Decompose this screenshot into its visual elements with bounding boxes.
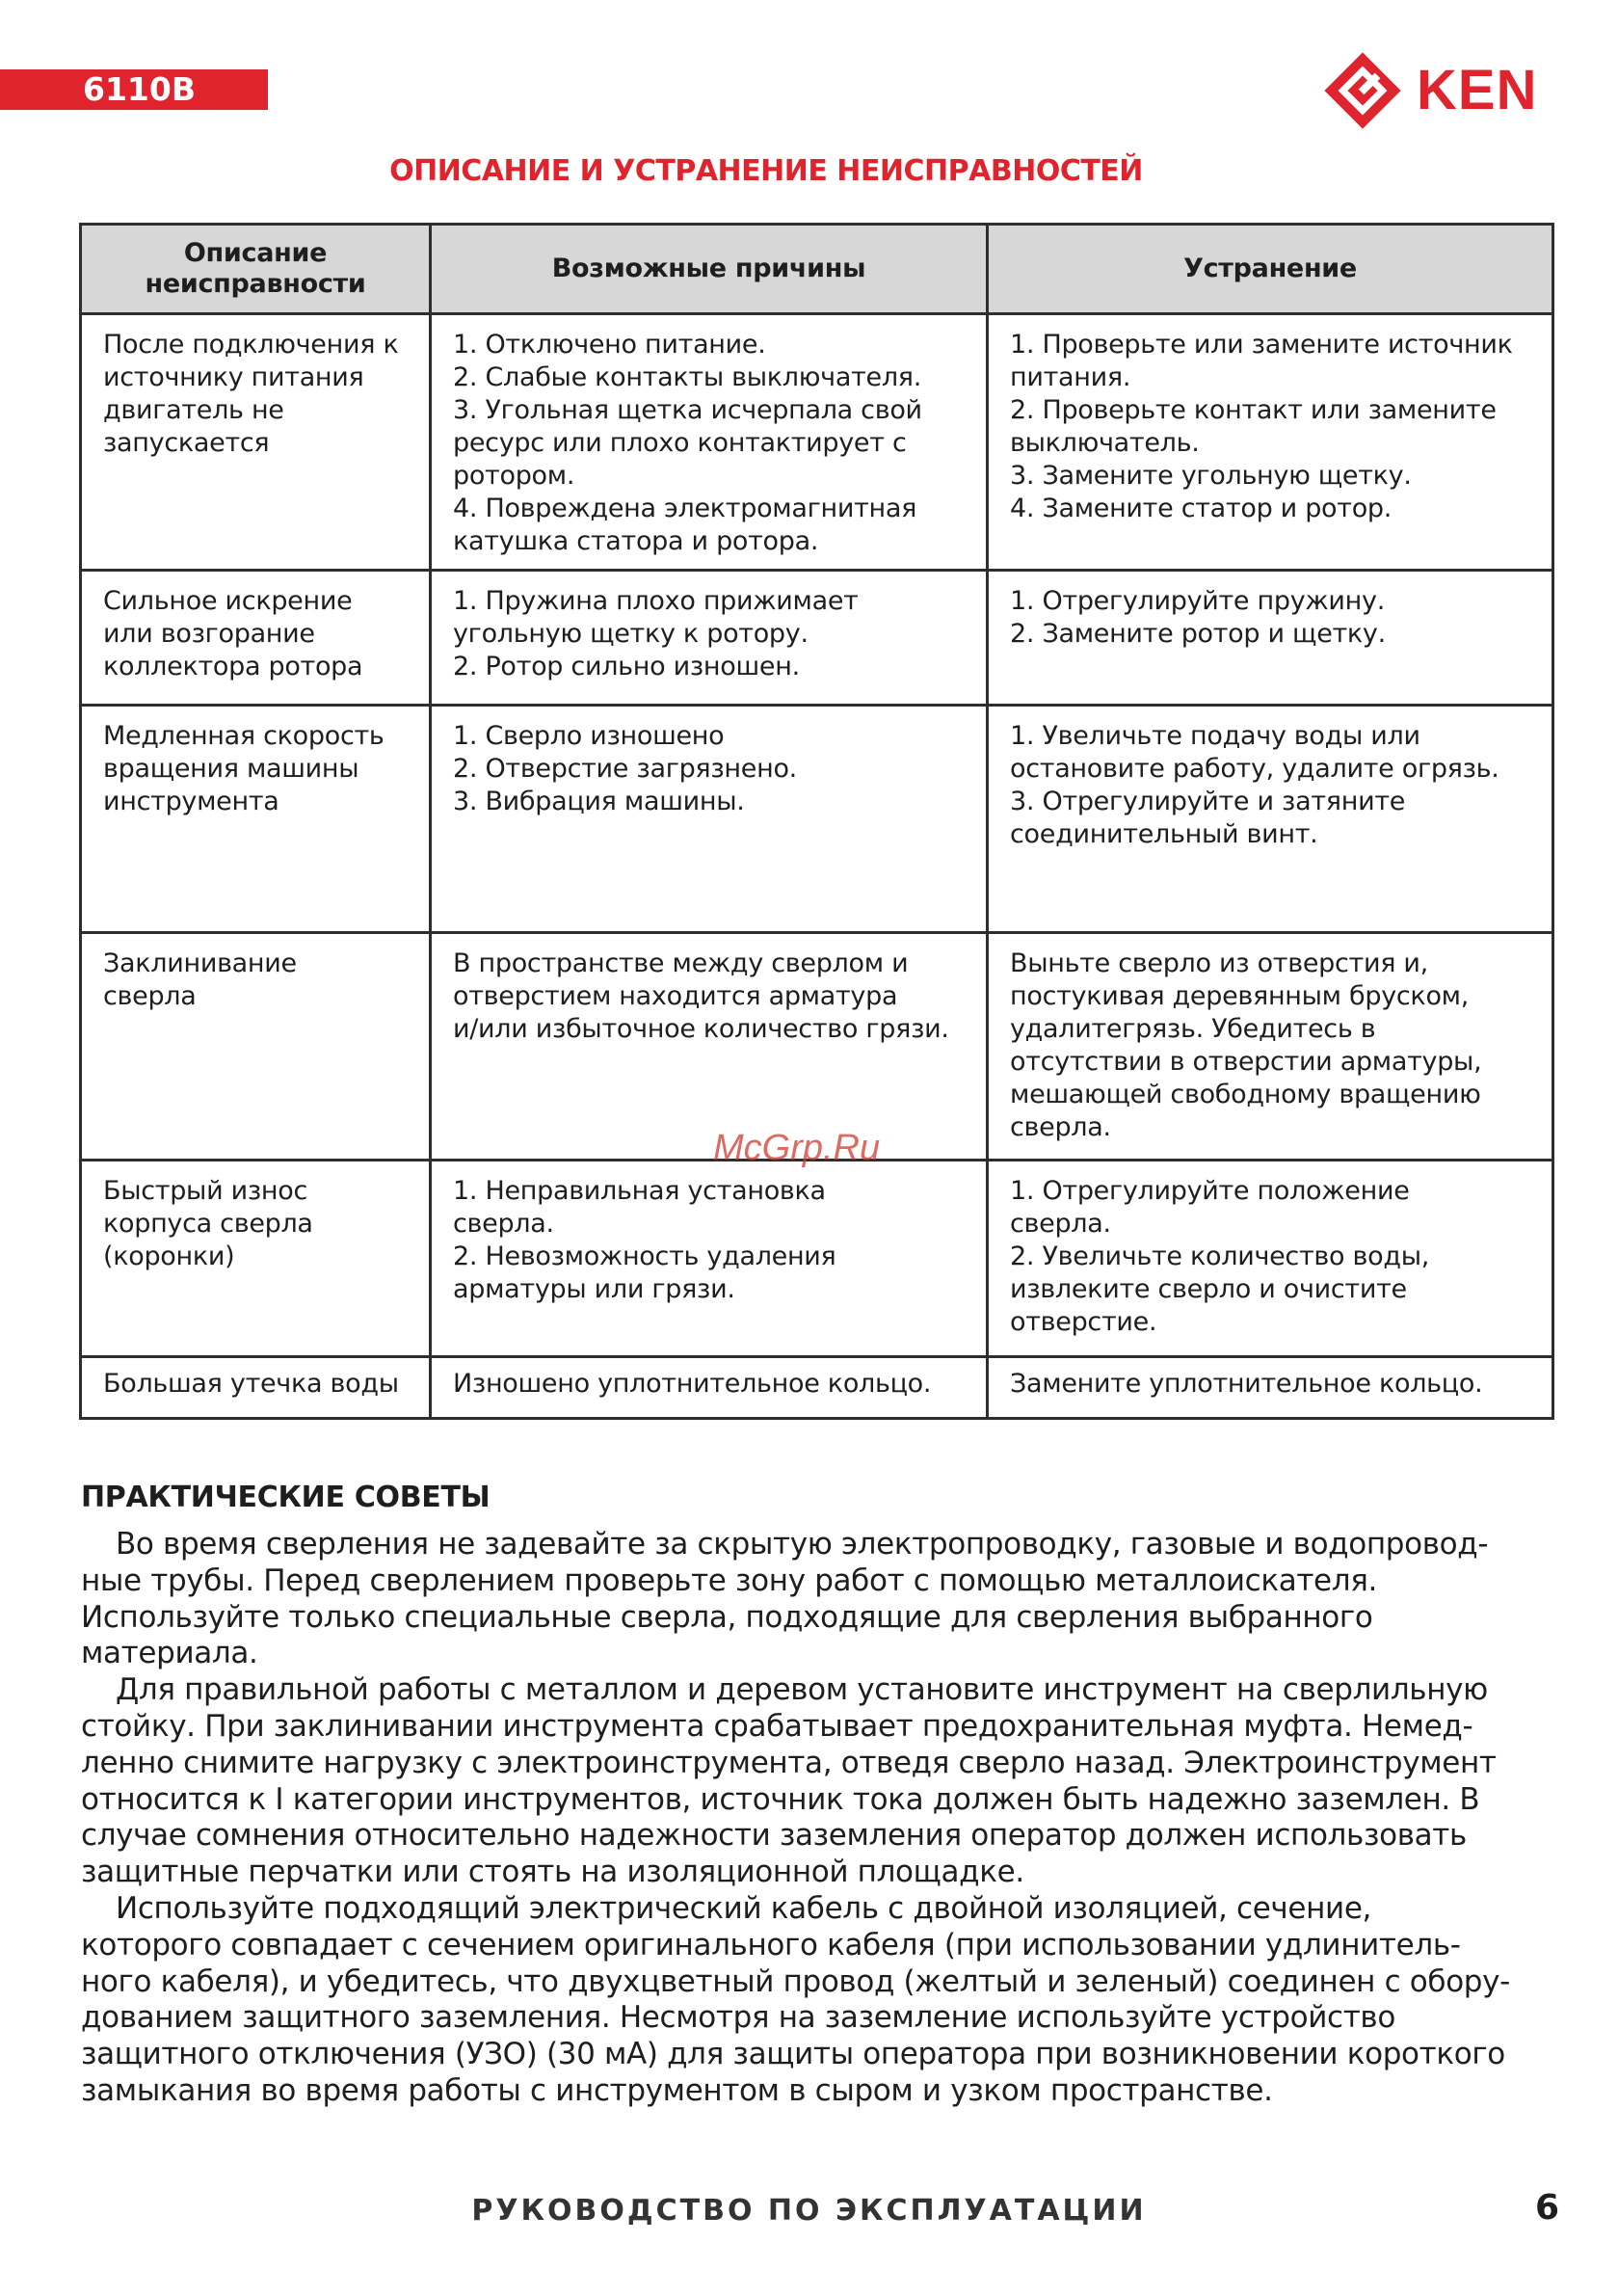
page-number: 6 [1535, 2188, 1560, 2228]
fault-cell: Медленная скорость вращения машины инструмента [81, 706, 431, 933]
ken-diamond-logo-icon [1322, 50, 1403, 131]
table-row [81, 314, 1553, 571]
column-header-fixes: Устранение [988, 225, 1553, 314]
tips-heading: ПРАКТИЧЕСКИЕ СОВЕТЫ [81, 1481, 491, 1514]
fixes-cell: 1. Отрегулируйте пружину. 2. Замените ротор и щетку. [988, 571, 1553, 706]
brand-name: KEN [1417, 59, 1538, 121]
fault-cell: Большая утечка воды [81, 1357, 431, 1419]
fixes-cell: 1. Увеличьте подачу воды или остановите работу, удалите огрязь. 3. Отрегулируйте и затяните соединительный винт. [988, 706, 1553, 933]
brand-logo [1322, 50, 1553, 131]
tips-paragraph: Для правильной работы с металлом и деревом установите инструмент на сверлильную стойку. При заклинивании инструмента срабатывает предохранительная муфта. Немед- ленно снимите нагрузку с электроинструмента, отведя сверло назад. Электроинструмент относится к I категории инструментов, источник тока должен быть надежно заземлен. В случае сомнения относительно надежности заземления оператор должен использовать защитные перчатки или стоять на изоляционной площадке. [81, 1672, 1497, 1890]
fault-cell: Заклинивание сверла [81, 933, 431, 1161]
model-tab: 6110B [0, 69, 268, 110]
watermark: McGrp.Ru [713, 1128, 881, 1168]
causes-cell: 1. Пружина плохо прижимает угольную щетку к ротору. 2. Ротор сильно изношен. [431, 571, 988, 706]
fixes-cell: 1. Отрегулируйте положение сверла. 2. Увеличьте количество воды, извлеките сверло и очистите отверстие. [988, 1161, 1553, 1357]
column-header-fault: Описание неисправности [81, 225, 431, 314]
page-title: ОПИСАНИЕ И УСТРАНЕНИЕ НЕИСПРАВНОСТЕЙ [389, 154, 1143, 188]
tips-body [81, 1527, 1555, 2110]
table-row [81, 933, 1553, 1161]
column-header-causes: Возможные причины [431, 225, 988, 314]
causes-cell: В пространстве между сверлом и отверстием находится арматура и/или избыточное количество грязи. [431, 933, 988, 1161]
tips-paragraph: Используйте подходящий электрический кабель с двойной изоляцией, сечение, которого совпадает с сечением оригинального кабеля (при использовании удлинитель- ного кабеля), и убедитесь, что двухцветный провод (желтый и зеленый) соединен с обору- дованием защитного заземления. Несмотря на заземление используйте устройство защитного отключения (УЗО) (30 мА) для защиты оператора при возникновении короткого замыкания во время работы с инструментом в сыром и узком пространстве. [81, 1890, 1510, 2108]
causes-cell: 1. Отключено питание. 2. Слабые контакты выключателя. 3. Угольная щетка исчерпала свой ресурс или плохо контактирует с ротором. 4. Повреждена электромагнитная катушка статора и ротора. [431, 314, 988, 571]
table-row [81, 571, 1553, 706]
fault-cell: Сильное искрение или возгорание коллектора ротора [81, 571, 431, 706]
fixes-cell: 1. Проверьте или замените источник питания. 2. Проверьте контакт или замените выключатель. 3. Замените угольную щетку. 4. Замените статор и ротор. [988, 314, 1553, 571]
table-row [81, 1161, 1553, 1357]
fixes-cell: Выньте сверло из отверстия и, постукивая деревянным бруском, удалитегрязь. Убедитесь в отсутствии в отверстии арматуры, мешающей свободному вращению сверла. [988, 933, 1553, 1161]
table-header-row [81, 225, 1553, 314]
table-row [81, 1357, 1553, 1419]
causes-cell: Изношено уплотнительное кольцо. [431, 1357, 988, 1419]
fault-cell: Быстрый износ корпуса сверла (коронки) [81, 1161, 431, 1357]
footer-label: РУКОВОДСТВО ПО ЭКСПЛУАТАЦИИ [471, 2194, 1147, 2228]
tips-paragraph: Во время сверления не задевайте за скрытую электропроводку, газовые и водопровод- ные трубы. Перед сверлением проверьте зону работ с помощью металлоискателя. Используйте только специальные сверла, подходящие для сверления выбранного материала. [81, 1527, 1489, 1671]
table-row [81, 706, 1553, 933]
causes-cell: 1. Неправильная установка сверла. 2. Невозможность удаления арматуры или грязи. [431, 1161, 988, 1357]
fixes-cell: Замените уплотнительное кольцо. [988, 1357, 1553, 1419]
causes-cell: 1. Сверло изношено 2. Отверстие загрязнено. 3. Вибрация машины. [431, 706, 988, 933]
troubleshooting-table [79, 223, 1554, 1420]
fault-cell: После подключения к источнику питания двигатель не запускается [81, 314, 431, 571]
